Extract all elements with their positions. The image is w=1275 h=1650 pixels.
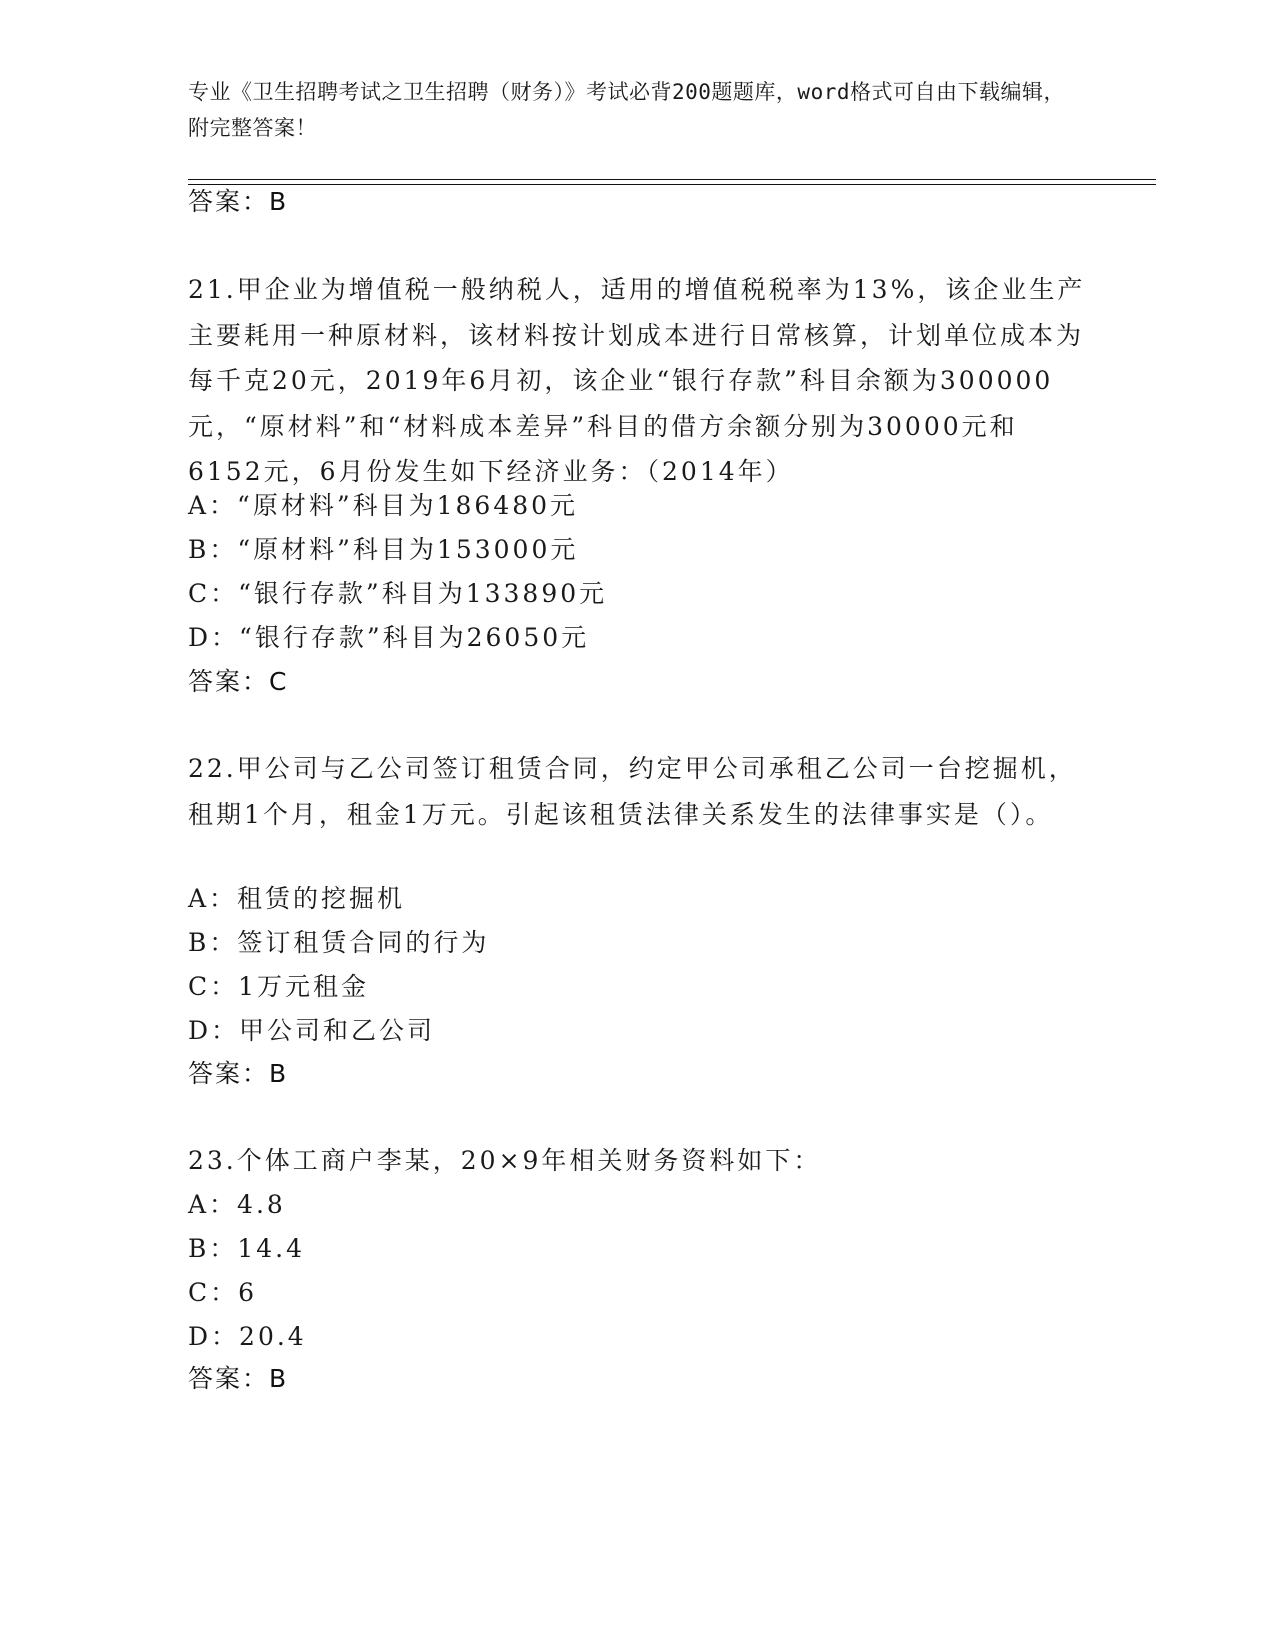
question-21-option-a: A：“原材料”科目为186480元	[188, 491, 579, 520]
header-divider-line-2	[188, 184, 1156, 185]
question-21-text: 21.甲企业为增值税一般纳税人，适用的增值税税率为13%，该企业生产主要耗用一种原材料，该材料按计划成本进行日常核算，计划单位成本为每千克20元，2019年6月初，该企业“银行存款”科目余额为300000元，“原材料”和“材料成本差异”科目的借方余额分别为30000元和6152元，6月份发生如下经济业务：（2014年）	[188, 275, 1086, 486]
question-21-option-b: B：“原材料”科目为153000元	[188, 535, 579, 564]
question-22-answer: 答案：B	[188, 1059, 289, 1088]
question-23-option-a: A：4.8	[188, 1190, 286, 1219]
question-23-text: 23.个体工商户李某，20×9年相关财务资料如下：	[188, 1146, 822, 1175]
question-22-option-d: D：甲公司和乙公司	[188, 1016, 436, 1045]
question-21-answer: 答案：C	[188, 667, 289, 696]
question-22-option-c: C：1万元租金	[188, 972, 370, 1001]
question-21-option-d: D：“银行存款”科目为26050元	[188, 623, 590, 652]
question-23-option-d: D：20.4	[188, 1322, 307, 1351]
header-divider-line	[188, 179, 1156, 180]
question-23-option-b: B：14.4	[188, 1234, 306, 1263]
question-21-option-c: C：“银行存款”科目为133890元	[188, 579, 608, 608]
question-23-answer: 答案：B	[188, 1364, 289, 1393]
question-22-text: 22.甲公司与乙公司签订租赁合同，约定甲公司承租乙公司一台挖掘机，租期1个月，租金1万元。引起该租赁法律关系发生的法律事实是（）。	[188, 754, 1077, 829]
question-22-option-b: B：签订租赁合同的行为	[188, 928, 490, 957]
question-22-option-a: A：租赁的挖掘机	[188, 884, 406, 913]
previous-answer: 答案：B	[188, 187, 289, 216]
question-23-option-c: C：6	[188, 1278, 258, 1307]
document-header: 专业《卫生招聘考试之卫生招聘（财务）》考试必背200题题库，word格式可自由下载编辑，附完整答案！	[188, 80, 1065, 140]
